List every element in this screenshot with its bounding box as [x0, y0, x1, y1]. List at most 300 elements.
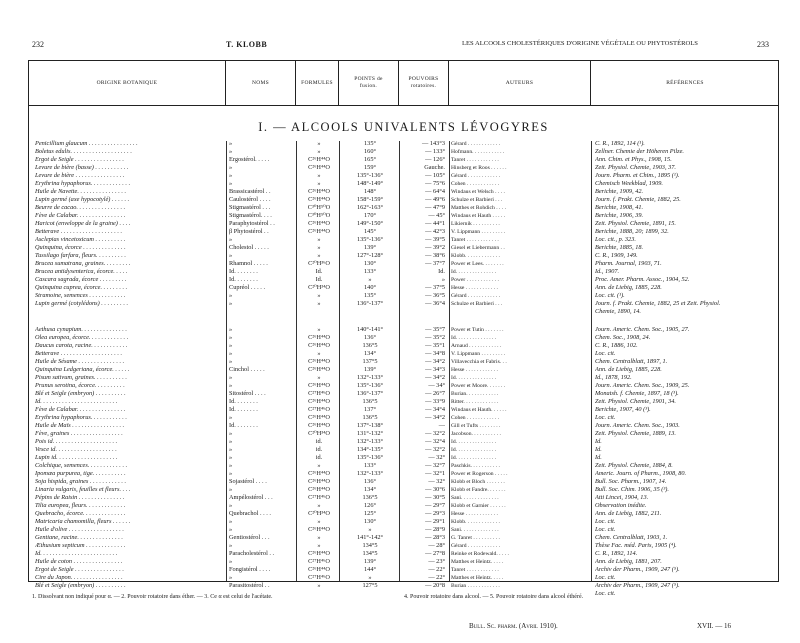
cell-formule: C²⁶H⁴⁴O [308, 164, 330, 171]
cell-reference: Chemie, 1890, 14. [595, 308, 641, 315]
cell-pouvoir-rotatoire: — 37°7 [425, 260, 445, 267]
cell-origine: Quebracho, écorce. . . . . . . . . . . . . . [35, 510, 126, 517]
cell-reference: Id. [595, 454, 602, 461]
cell-origine: Haricot (enveloppe de la graine) . . . . [35, 220, 131, 227]
signature-mark: XVII. — 16 [697, 622, 732, 630]
cell-reference: Berichte, 1907, 40 (³). [595, 406, 651, 413]
cell-formule: C²⁶H⁴⁴O [308, 188, 330, 195]
cell-origine: Penicillium glaucum . . . . . . . . . . . . . . . . [35, 140, 138, 147]
table-row [29, 204, 778, 212]
cell-point-fusion: 127°-128° [356, 252, 384, 259]
cell-reference: Bull. Soc. Chim. 1906, 35 (³). [595, 486, 669, 493]
cell-formule: » [317, 374, 321, 381]
cell-reference: Zellner. Chemie der Höheren Pilze. [595, 148, 684, 155]
cell-nom: Sojastérol . . . . [229, 478, 267, 485]
cell-formule: C²⁷H⁴⁶O [308, 390, 330, 397]
cell-nom: Cholestol . . . . . [229, 244, 269, 251]
cell-auteur: Burian. . . . . . . . . . . . [451, 391, 499, 397]
cell-formule: C²⁶H⁴⁴O [308, 382, 330, 389]
cell-auteur: Gérard . . . . . . . . . . . . [451, 173, 501, 179]
cell-origine: Pois id. . . . . . . . . . . . . . . . . . . . . [35, 438, 118, 445]
cell-formule: C²⁶H⁴⁴O [308, 414, 330, 421]
cell-pouvoir-rotatoire: — 29°1 [425, 518, 445, 525]
cell-auteur: G. Tanret . . . . . . . . . . [451, 535, 500, 541]
cell-point-fusion: 136°5 [362, 342, 378, 349]
cell-pouvoir-rotatoire: — 32°1 [425, 470, 445, 477]
cell-pouvoir-rotatoire: — 32° [428, 454, 445, 461]
cell-auteur: Klobb et Bloch . . . . . . . [451, 479, 505, 485]
cell-pouvoir-rotatoire: — 39°2 [425, 244, 445, 251]
cell-origine: Betterave . . . . . . . . . . . . . . . . . . . . [35, 350, 123, 357]
cell-point-fusion: 162°-163° [356, 204, 384, 211]
cell-reference: Zeit. Physiol. Chemie, 1884, 8. [595, 462, 673, 469]
cell-auteur: Likiernik . . . . . . . . . . [451, 221, 500, 227]
cell-auteur: Hesse . . . . . . . . . . . . [451, 367, 498, 373]
cell-pouvoir-rotatoire: — 34°4 [425, 406, 445, 413]
cell-origine: Huile d'olive . . . . . . . . . . . . . . . . . . [35, 526, 124, 533]
cell-reference: Journ. Americ. Chem. Soc., 1903. [595, 422, 680, 429]
table-row [29, 342, 778, 350]
cell-auteur: Gill et Tufts . . . . . . . . [451, 423, 501, 429]
header-formules: FORMULES [296, 61, 339, 105]
cell-pouvoir-rotatoire: — 34°2 [425, 374, 445, 381]
cell-origine: Daucus carota, racine. . . . . . . . . . . . [35, 342, 128, 349]
cell-reference: Berichte, 1909, 42. [595, 188, 644, 195]
cell-pouvoir-rotatoire: — 45° [428, 212, 445, 219]
cell-reference: Zeit. Physiol. Chemie, 1889, 13. [595, 430, 676, 437]
cell-pouvoir-rotatoire: — 44°1 [425, 220, 445, 227]
cell-origine: Huile de Navette. . . . . . . . . . . . . . . . [35, 188, 127, 195]
cell-formule: id. [315, 438, 323, 445]
table-row [29, 164, 778, 172]
cell-auteur: Klobb et Fandre. . . . . . . [451, 487, 506, 493]
table-row [29, 334, 778, 342]
table-row [29, 156, 778, 164]
cell-point-fusion: 141°-142° [356, 534, 384, 541]
cell-pouvoir-rotatoire: — 20°8 [425, 582, 445, 589]
cell-point-fusion: 165° [364, 156, 376, 163]
cell-pouvoir-rotatoire: — 32°4 [425, 438, 445, 445]
cell-nom: Brassicastérol . . [229, 188, 271, 195]
cell-formule: » [317, 542, 321, 549]
cell-auteur: Gérard . . . . . . . . . . . . [451, 141, 501, 147]
cell-reference: Id., 1878, 192. [595, 374, 632, 381]
cell-auteur: Sani. . . . . . . . . . . . . . [451, 495, 499, 501]
cell-pouvoir-rotatoire: — 37°5 [425, 284, 445, 291]
cell-origine: Tilia europea, fleurs. . . . . . . . . . . . . [35, 502, 126, 509]
cell-reference: Zeit. Physiol. Chemie, 1903, 37. [595, 164, 676, 171]
cell-formule: C²⁰H³⁴O [308, 510, 330, 517]
cell-reference: Ann. de Liebig, 1881, 207. [595, 558, 662, 565]
cell-pouvoir-rotatoire: — 49°6 [425, 196, 445, 203]
cell-formule: » [317, 252, 321, 259]
cell-point-fusion: 134° [364, 350, 376, 357]
cell-origine: Betterave . . . . . . . . . . . . . . . . . . . . [35, 228, 123, 235]
cell-formule: id. [315, 454, 323, 461]
cell-auteur: Power et Moore. . . . . . . [451, 383, 506, 389]
cell-auteur: V. Lippmann . . . . . . . . . [451, 229, 506, 235]
cell-pouvoir-rotatoire: — 22° [428, 574, 445, 581]
cell-formule: » [317, 350, 321, 357]
cell-origine: Stramoine, semences . . . . . . . . . . . . [35, 292, 126, 299]
cell-point-fusion: 139° [364, 558, 376, 565]
cell-reference: Archiv der Pharm., 1909, 247 (⁵). [595, 582, 680, 589]
cell-point-fusion: 136°5 [362, 398, 378, 405]
cell-point-fusion: 136° [364, 334, 376, 341]
cell-reference: Atti Lincei, 1904, 13. [595, 494, 649, 501]
table-row [29, 438, 778, 446]
cell-auteur: Hinsberg et Roos . . . . . . [451, 165, 507, 171]
cell-nom: » [229, 574, 233, 581]
cell-reference: C. R., 1886, 102. [595, 342, 638, 349]
cell-formule: Id. [315, 276, 323, 283]
cell-auteur: Windaus et Welsch . . . . [451, 189, 505, 195]
row-group-1 [29, 140, 778, 316]
cell-formule: C²⁶H⁴⁴O [308, 228, 330, 235]
cell-origine: Erythrina hypaphorus. . . . . . . . . . . . [35, 414, 128, 421]
cell-nom: Ergostérol. . . . . [229, 156, 270, 163]
cell-formule: » [317, 518, 321, 525]
cell-formule: » [317, 180, 321, 187]
cell-pouvoir-rotatoire: — 34°2 [425, 414, 445, 421]
cell-nom: » [229, 140, 233, 147]
cell-auteur: Reinke et Rodewald. . . . . [451, 551, 509, 557]
cell-point-fusion: 134°-135° [356, 446, 384, 453]
cell-pouvoir-rotatoire: — 30°5 [425, 494, 445, 501]
cell-reference: C. R., 1892, 114. [595, 550, 638, 557]
cell-origine: Ipomæa purpurea, tige. . . . . . . . . . . [35, 470, 126, 477]
cell-formule: C²⁶H⁴⁴O [308, 550, 330, 557]
cell-point-fusion: 135°-136° [356, 236, 384, 243]
cell-nom: » [229, 292, 233, 299]
cell-origine: Quinquina Ledgeriana, écorce. . . . . . [35, 366, 130, 373]
cell-origine: Olea europea, écorce. . . . . . . . . . . . . [35, 334, 129, 341]
cell-reference: Loc. cit. [595, 574, 616, 581]
table-row [29, 406, 778, 414]
cell-reference: Zeit. Physiol. Chemie, 1891, 15. [595, 220, 676, 227]
cell-pouvoir-rotatoire: — 28° [428, 542, 445, 549]
cell-pouvoir-rotatoire: — 28°3 [425, 534, 445, 541]
table-row [29, 422, 778, 430]
cell-origine: Gentiane, racine. . . . . . . . . . . . . . . [35, 534, 123, 541]
cell-origine: Huile de Maïs . . . . . . . . . . . . . . . . . [35, 422, 125, 429]
cell-nom: » [229, 462, 233, 469]
cell-nom: Ampélostérol . . . [229, 494, 273, 501]
cell-nom: Stigmastérol . . . [229, 204, 271, 211]
cell-nom: » [229, 382, 233, 389]
table-row [29, 188, 778, 196]
cell-nom: » [229, 334, 233, 341]
cell-formule: C²⁶H⁴⁴O [308, 526, 330, 533]
cell-point-fusion: 140°-141° [356, 326, 384, 333]
cell-auteur: Schulze et Barbieri . . . [451, 197, 503, 203]
cell-pouvoir-rotatoire: — 27°8 [425, 550, 445, 557]
cell-point-fusion: 160° [364, 148, 376, 155]
cell-origine: Aethusa cynapium. . . . . . . . . . . . . . . [35, 326, 127, 333]
cell-origine: Lupin germé (cotylédons) . . . . . . . . . [35, 300, 129, 307]
table-row [29, 430, 778, 438]
cell-reference: Id., 1907. [595, 268, 620, 275]
cell-formule: C²⁶H⁴⁴O [308, 398, 330, 405]
cell-point-fusion: 139° [364, 366, 376, 373]
cell-auteur: Arnaud . . . . . . . . . . . . [451, 343, 502, 349]
cell-pouvoir-rotatoire: — 29°7 [425, 502, 445, 509]
cell-reference: Chem. Centralblatt, 1897, 1. [595, 358, 668, 365]
cell-pouvoir-rotatoire: — 33°9 [425, 398, 445, 405]
cell-nom: » [229, 172, 233, 179]
table-row [29, 502, 778, 510]
cell-auteur: Id. . . . . . . . . . . . . . . [451, 447, 497, 453]
cell-point-fusion: 131°-132° [356, 430, 384, 437]
table-row [29, 454, 778, 462]
cell-point-fusion: 137°5 [362, 358, 378, 365]
cell-point-fusion: 135°-136° [356, 172, 384, 179]
cell-reference: Americ. Journ. of Pharm., 1908, 80. [595, 470, 687, 477]
cell-auteur: Jacobson. . . . . . . . . . . [451, 431, 501, 437]
cell-point-fusion: 125° [364, 510, 376, 517]
cell-point-fusion: 136°5 [362, 494, 378, 501]
cell-auteur: Burian . . . . . . . . . . . . [451, 583, 500, 589]
cell-reference: Id. [595, 438, 602, 445]
cell-origine: Beurre de cacao. . . . . . . . . . . . . . . . [35, 204, 126, 211]
cell-nom: Fongistérol . . . . [229, 566, 271, 573]
table-row [29, 494, 778, 502]
cell-nom: » [229, 414, 233, 421]
cell-nom: » [229, 502, 233, 509]
cell-formule: C²⁶H⁴⁴O [308, 156, 330, 163]
cell-auteur: Klobb. . . . . . . . . . . . . [451, 253, 500, 259]
cell-reference: Archiv der Pharm., 1909, 247 (⁵). [595, 566, 680, 573]
table-row [29, 462, 778, 470]
page-number-left: 232 [32, 40, 44, 49]
row-group-2 [29, 326, 778, 598]
cell-pouvoir-rotatoire: — 34°8 [425, 350, 445, 357]
cell-formule: C²⁶H⁴⁴O [308, 220, 330, 227]
cell-nom: » [229, 164, 233, 171]
cell-pouvoir-rotatoire: — 35°7 [425, 326, 445, 333]
cell-pouvoir-rotatoire: — 42°3 [425, 228, 445, 235]
cell-formule: » [317, 140, 321, 147]
header-auteurs: AUTEURS [449, 61, 591, 105]
table-row [29, 566, 778, 574]
cell-auteur: Power et Lees. . . . . . . . [451, 261, 504, 267]
cell-formule: » [317, 148, 321, 155]
cell-point-fusion: 130° [364, 260, 376, 267]
cell-origine: Lupin id. . . . . . . . . . . . . . . . . . . . [35, 454, 118, 461]
cell-reference: Journ. Americ. Chem. Soc., 1905, 27. [595, 326, 690, 333]
cell-pouvoir-rotatoire: — 36°5 [425, 292, 445, 299]
cell-point-fusion: 137° [364, 406, 376, 413]
cell-pouvoir-rotatoire: — 35°2 [425, 334, 445, 341]
cell-origine: Soja hispida, graines . . . . . . . . . . . . [35, 478, 127, 485]
table-row [29, 292, 778, 300]
cell-auteur: Hofmann. . . . . . . . . . . . [451, 149, 505, 155]
cell-point-fusion: 126° [364, 502, 376, 509]
cell-point-fusion: 144° [364, 566, 376, 573]
cell-pouvoir-rotatoire: — 126° [425, 156, 445, 163]
cell-pouvoir-rotatoire: — 64°4 [425, 188, 445, 195]
cell-pouvoir-rotatoire: — 36°4 [425, 300, 445, 307]
cell-pouvoir-rotatoire: — 47°9 [425, 204, 445, 211]
cell-reference: Ann. de Liebig, 1885, 228. [595, 284, 662, 291]
cell-point-fusion: 127°5 [362, 582, 378, 589]
cell-origine: Fève, graines . . . . . . . . . . . . . . . . . [35, 430, 123, 437]
table-row [29, 148, 778, 156]
cell-reference: Monatsh. f. Chemie, 1897, 18 (³). [595, 390, 679, 397]
table-row [29, 358, 778, 366]
cell-origine: Prunus serotina, écorce. . . . . . . . . . [35, 382, 125, 389]
cell-nom: » [229, 252, 233, 259]
cell-auteur: Matthes et Rohdich . . . . [451, 205, 506, 211]
cell-point-fusion: 134°5 [362, 542, 378, 549]
header-points: POINTS de fusion. [339, 61, 399, 105]
cell-nom: Id. . . . . . . . [229, 406, 258, 413]
cell-auteur: Paschkis. . . . . . . . . . . [451, 463, 500, 469]
cell-pouvoir-rotatoire: — 105° [425, 172, 445, 179]
cell-formule: C²⁶H⁴⁴O [308, 196, 330, 203]
cell-nom: » [229, 430, 233, 437]
table-row [29, 526, 778, 534]
table-row [29, 276, 778, 284]
cell-origine: Tussilago farfara, fleurs. . . . . . . . . . [35, 252, 126, 259]
cell-nom: Sitostérol . . . . [229, 390, 266, 397]
table-row [29, 382, 778, 390]
cell-nom: » [229, 486, 233, 493]
cell-auteur: Matthes et Heintz. . . . . [451, 559, 504, 565]
table-row [29, 212, 778, 220]
cell-origine: Vesce id. . . . . . . . . . . . . . . . . . . . [35, 446, 117, 453]
cell-point-fusion: 170° [364, 212, 376, 219]
cell-formule: C²⁷H⁴⁶O [308, 574, 330, 581]
cell-formule: » [317, 292, 321, 299]
cell-point-fusion: 145° [364, 228, 376, 235]
cell-reference: Journ. f. Prakt. Chemie, 1882, 25 et Zeit. Physiol. [595, 300, 721, 307]
table-header [29, 61, 778, 106]
cell-pouvoir-rotatoire: Id. [438, 268, 445, 275]
cell-origine: Cascara sagrada, écorce . . . . . . . . . [35, 276, 127, 283]
cell-point-fusion: 148°-149° [356, 180, 384, 187]
cell-origine: Huile de Sésame . . . . . . . . . . . . . . . [35, 358, 125, 365]
cell-origine: Ergot de Seigle . . . . . . . . . . . . . . . . [35, 156, 124, 163]
cell-auteur: Power et Tutin . . . . . . . [451, 327, 504, 333]
cell-formule: C²⁷H⁴⁶O [308, 494, 330, 501]
cell-pouvoir-rotatoire: — 34°3 [425, 366, 445, 373]
cell-nom: » [229, 518, 233, 525]
cell-reference: Bull. Soc. Pharm., 1907, 14. [595, 478, 667, 485]
cell-formule: C²⁶H⁴⁴O [308, 334, 330, 341]
cell-auteur: V. Lippmann . . . . . . . . . [451, 351, 506, 357]
cell-pouvoir-rotatoire: — 35°1 [425, 342, 445, 349]
table-row [29, 308, 778, 316]
cell-point-fusion: 135° [364, 292, 376, 299]
cell-nom: » [229, 374, 233, 381]
cell-point-fusion: » [368, 574, 372, 581]
cell-nom: Gentiostérol . . . [229, 534, 270, 541]
cell-point-fusion: 136° [364, 478, 376, 485]
cell-formule: C³⁰H⁵⁰O [307, 204, 331, 211]
cell-auteur: Power . . . . . . . . . . . . [451, 277, 499, 283]
table-row [29, 446, 778, 454]
cell-origine: Brucea antidysenterica, écorce. . . . . [35, 268, 128, 275]
cell-point-fusion: 137°-138° [356, 422, 384, 429]
cell-point-fusion: 132°-133° [356, 438, 384, 445]
cell-pouvoir-rotatoire: — 22° [428, 566, 445, 573]
running-author: T. KLOBB [226, 40, 268, 49]
cell-nom: » [229, 526, 233, 533]
table-row [29, 220, 778, 228]
cell-auteur: Id. . . . . . . . . . . . . . . [451, 455, 497, 461]
cell-nom: » [229, 542, 233, 549]
table-row [29, 252, 778, 260]
table-row [29, 534, 778, 542]
cell-origine: Levure de bière . . . . . . . . . . . . . . . . [35, 172, 125, 179]
cell-auteur: Gérard . . . . . . . . . . . . [451, 543, 501, 549]
cell-formule: C²⁷H⁴⁶O [308, 406, 330, 413]
cell-reference: Chemisch Weekblad, 1909. [595, 180, 663, 187]
cell-formule: C²⁶H⁴⁴O [308, 422, 330, 429]
cell-point-fusion: 133° [364, 462, 376, 469]
cell-origine: Linaria vulgaris, feuilles et fleurs. . . . [35, 486, 131, 493]
cell-reference: Chem. Centralblatt, 1903, 1. [595, 534, 668, 541]
cell-formule: » [317, 236, 321, 243]
cell-auteur: Giesel et Liebermann . . [451, 245, 505, 251]
cell-nom: Id. . . . . . . . [229, 422, 258, 429]
table-row [29, 470, 778, 478]
cell-point-fusion: 135°-136° [356, 382, 384, 389]
cell-point-fusion: 132°-133° [356, 470, 384, 477]
cell-auteur: Cohen . . . . . . . . . . . . [451, 415, 500, 421]
cell-point-fusion: 159° [364, 164, 376, 171]
cell-auteur: Id. . . . . . . . . . . . . . . [451, 269, 497, 275]
cell-origine: Fève de Calabar. . . . . . . . . . . . . . . . [35, 212, 126, 219]
table-row [29, 550, 778, 558]
cell-formule: C²⁶H⁴⁴O [308, 470, 330, 477]
table-row [29, 510, 778, 518]
cell-nom: Paraphytostérol . . [229, 220, 275, 227]
cell-origine: Lupin germé (axe hypocotylé) . . . . . . [35, 196, 130, 203]
cell-reference: Id. [595, 446, 602, 453]
cell-pouvoir-rotatoire: — [438, 422, 445, 429]
cell-origine: Cire du Japon. . . . . . . . . . . . . . . . . [35, 574, 123, 581]
cell-nom: » [229, 350, 233, 357]
cell-nom: » [229, 558, 233, 565]
cell-formule: » [317, 244, 321, 251]
cell-point-fusion: 132°-133° [356, 374, 384, 381]
cell-nom: Id. . . . . . . . [229, 276, 258, 283]
header-references: RÉFÉRENCES [666, 79, 704, 86]
cell-nom: » [229, 438, 233, 445]
table-row [29, 326, 778, 334]
table-row [29, 542, 778, 550]
section-title: I. — ALCOOLS UNIVALENTS LÉVOGYRES [258, 120, 549, 134]
cell-reference: Berichte, 1888, 20; 1899, 32. [595, 228, 669, 235]
table-row [29, 478, 778, 486]
cell-origine: Huile de coton . . . . . . . . . . . . . . . . [35, 558, 123, 565]
table-row [29, 582, 778, 590]
cell-reference: Loc. cit. [595, 590, 616, 597]
cell-auteur: Gérard . . . . . . . . . . . . [451, 293, 501, 299]
cell-pouvoir-rotatoire: — 133° [425, 148, 445, 155]
cell-auteur: Matthes et Heintz. . . . . [451, 575, 504, 581]
cell-reference: Zeit. Physiol. Chemie, 1901, 34. [595, 398, 676, 405]
cell-auteur: Sani. . . . . . . . . . . . . . [451, 527, 499, 533]
cell-nom: Rhamnol . . . . . [229, 260, 268, 267]
cell-reference: Berichte, 1885, 18. [595, 244, 644, 251]
cell-auteur: Tanret . . . . . . . . . . . . [451, 567, 499, 573]
cell-point-fusion: » [368, 276, 372, 283]
cell-reference: Journ. f. Prakt. Chemie, 1882, 25. [595, 196, 681, 203]
cell-reference: Loc. cit. [595, 414, 616, 421]
